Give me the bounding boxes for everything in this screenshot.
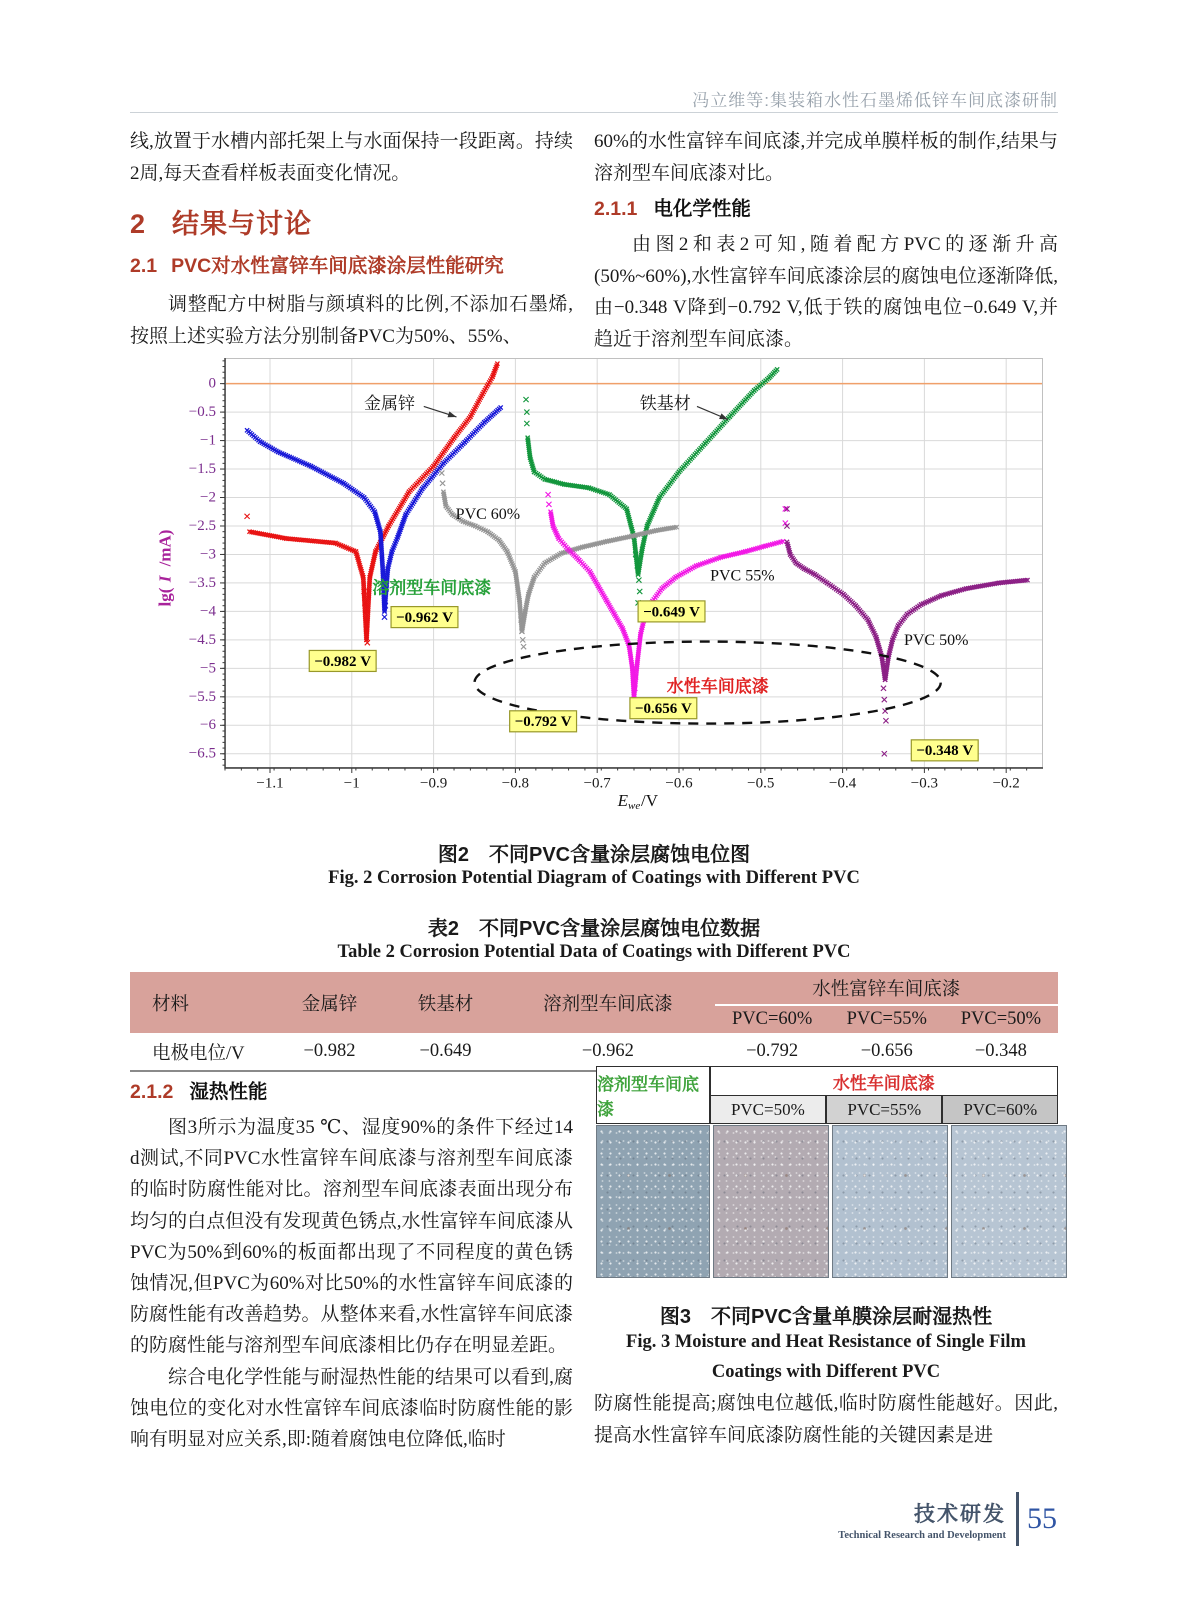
col-header-pvc50: PVC=50% — [944, 1005, 1058, 1033]
header-rule — [130, 112, 1058, 113]
col-header-pvc60: PVC=60% — [715, 1005, 830, 1033]
value-pvc50: −0.348 — [944, 1033, 1058, 1071]
fig3-label-pvc50: PVC=50% — [710, 1095, 826, 1124]
section-title: PVC对水性富锌车间底漆涂层性能研究 — [171, 255, 504, 277]
figure2-container — [150, 352, 1055, 814]
sample-photo-pvc60 — [951, 1125, 1067, 1278]
page-number: 55 — [1027, 1502, 1057, 1535]
value-pvc55: −0.656 — [830, 1033, 944, 1071]
footer-section-cn: 技术研发 — [914, 1502, 1006, 1526]
value-iron: −0.649 — [390, 1033, 501, 1071]
fig3-label-pvc60: PVC=60% — [942, 1095, 1058, 1124]
running-head: 冯立维等:集装箱水性石墨烯低锌车间底漆研制 — [692, 91, 1058, 110]
right-column-top — [594, 126, 1058, 355]
section-number: 2.1.2 — [130, 1081, 174, 1103]
section-number: 2 — [130, 209, 147, 239]
value-solvent: −0.962 — [501, 1033, 714, 1071]
corrosion-potential-chart — [150, 352, 1055, 814]
paragraph: 由图2和表2可知,随着配方PVC的逐渐升高(50%~60%),水性富锌车间底漆涂层的腐蚀电位逐渐降低,由−0.348 V降到−0.792 V,低于铁的腐蚀电位−0.649 V,并趋近于溶剂型车间底漆。 — [594, 234, 1058, 350]
section-heading-2-1-2 — [130, 1078, 573, 1106]
section-title: 电化学性能 — [653, 198, 751, 220]
footer-section-en: Technical Research and Development — [838, 1529, 1006, 1541]
figure3-caption-en1: Fig. 3 Moisture and Heat Resistance of Single Film — [626, 1332, 1026, 1352]
figure3-caption-en2: Coatings with Different PVC — [711, 1362, 941, 1382]
fig3-label-waterborne: 水性车间底漆 — [710, 1066, 1058, 1096]
paragraph: 线,放置于水槽内部托架上与水面保持一段距离。持续2周,每天查看样板表面变化情况。 — [130, 131, 573, 184]
col-header-pvc55: PVC=55% — [830, 1005, 944, 1033]
section-title: 湿热性能 — [189, 1081, 268, 1103]
value-zinc: −0.982 — [269, 1033, 390, 1071]
paragraph: 防腐性能提高;腐蚀电位越低,临时防腐性能越好。因此,提高水性富锌车间底漆防腐性能的关键因素是进 — [594, 1393, 1058, 1446]
left-column-bottom — [130, 1072, 573, 1455]
section-title: 结果与讨论 — [172, 209, 313, 239]
section-heading-2-1-1 — [594, 195, 1058, 223]
value-pvc60: −0.792 — [715, 1033, 830, 1071]
page-footer — [838, 1492, 1057, 1546]
table2-title-en: Table 2 Corrosion Potential Data of Coatings with Different PVC — [337, 942, 851, 962]
right-column-bottom — [594, 1388, 1058, 1451]
figure3-container — [596, 1066, 1058, 1278]
figure3-panels — [596, 1125, 1058, 1278]
figure2-caption-en: Fig. 2 Corrosion Potential Diagram of Coatings with Different PVC — [328, 868, 860, 888]
figure2-caption-cn: 图2 不同PVC含量涂层腐蚀电位图 — [437, 844, 751, 866]
col-header-zinc: 金属锌 — [269, 972, 390, 1033]
section-heading-2-1 — [130, 253, 573, 279]
sample-photo-pvc50 — [713, 1125, 829, 1278]
paragraph: 60%的水性富锌车间底漆,并完成单膜样板的制作,结果与溶剂型车间底漆对比。 — [594, 131, 1058, 184]
footer-divider — [1016, 1492, 1019, 1546]
corrosion-potential-table — [130, 972, 1058, 1072]
col-header-material: 材料 — [130, 972, 269, 1033]
section-heading-2 — [130, 209, 573, 239]
col-header-waterborne: 水性富锌车间底漆 — [715, 972, 1058, 1005]
col-header-solvent: 溶剂型车间底漆 — [501, 972, 714, 1033]
row-label: 电极电位/V — [130, 1033, 269, 1071]
left-column-top — [130, 126, 573, 352]
table2-title-cn: 表2 不同PVC含量涂层腐蚀电位数据 — [427, 918, 761, 940]
paragraph: 图3所示为温度35 ℃、湿度90%的条件下经过14 d测试,不同PVC水性富锌车间底漆与溶剂型车间底漆的临时防腐性能对比。溶剂型车间底漆表面出现分布均匀的白点但没有发现黄色锈点,水性富锌车间底漆从PVC为50%到60%的板面都出现了不同程度的黄色锈蚀情况,但PVC为60%对比50%的水性富锌车间底漆的防腐性能有改善趋势。从整体来看,水性富锌车间底漆的防腐性能与溶剂型车间底漆相比仍存在明显差距。 — [130, 1117, 573, 1357]
sample-photo-pvc55 — [832, 1125, 948, 1278]
col-header-iron: 铁基材 — [390, 972, 501, 1033]
section-number: 2.1.1 — [594, 198, 638, 220]
paragraph: 调整配方中树脂与颜填料的比例,不添加石墨烯,按照上述实验方法分别制备PVC为50%、55%、 — [130, 294, 573, 347]
paragraph: 综合电化学性能与耐湿热性能的结果可以看到,腐蚀电位的变化对水性富锌车间底漆临时防腐性能的影响有明显对应关系,即:随着腐蚀电位降低,临时 — [130, 1366, 573, 1451]
figure3-caption-cn: 图3 不同PVC含量单膜涂层耐湿热性 — [659, 1306, 993, 1328]
fig3-label-pvc55: PVC=55% — [826, 1095, 942, 1124]
figure3-header — [596, 1066, 1058, 1124]
sample-photo-solvent — [596, 1125, 710, 1278]
fig3-label-solvent: 溶剂型车间底漆 — [596, 1066, 710, 1124]
section-number: 2.1 — [130, 255, 158, 277]
